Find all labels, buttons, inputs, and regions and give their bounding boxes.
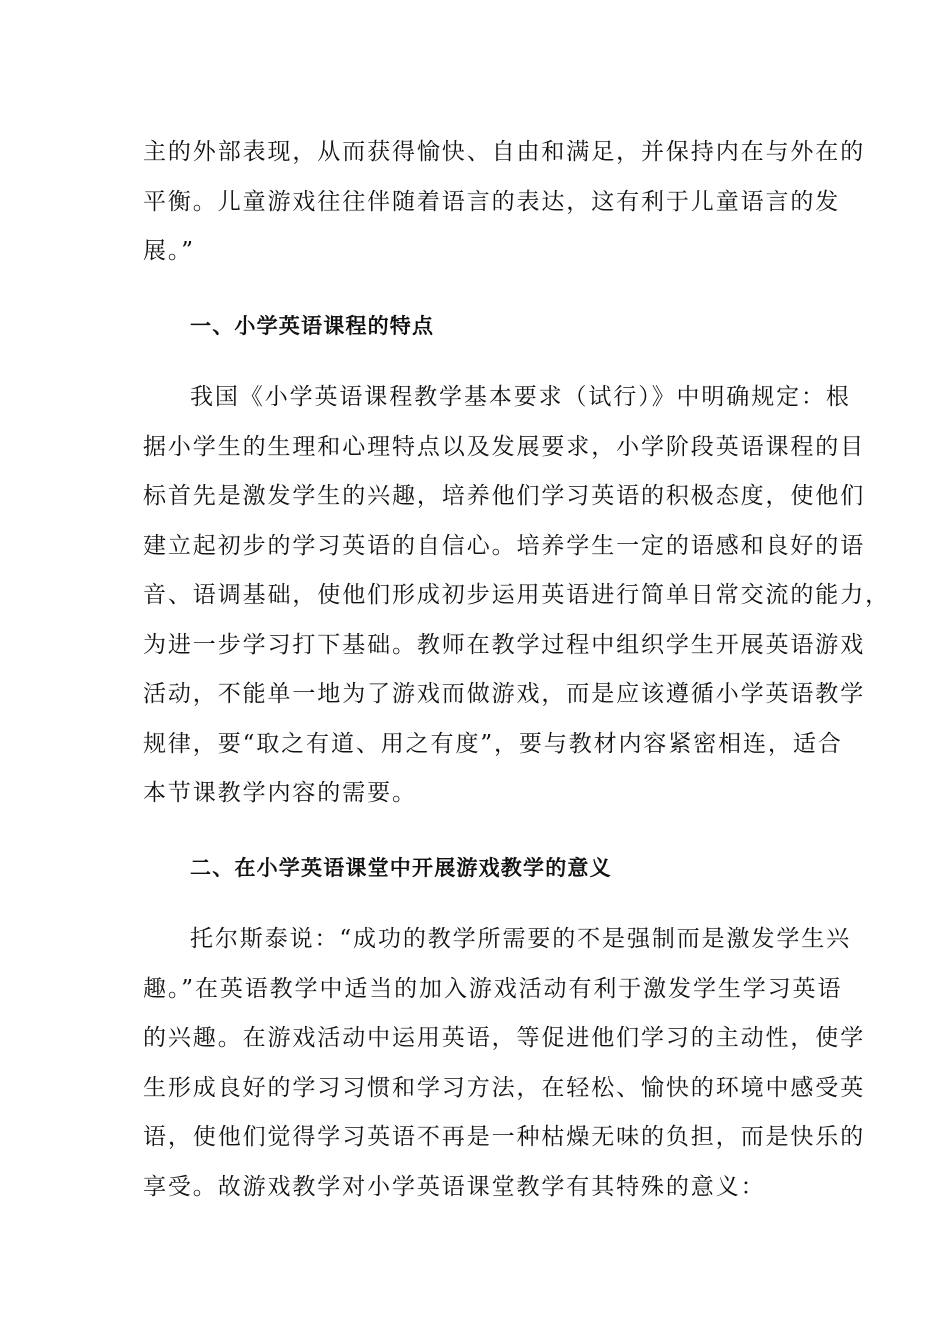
section-1-line-1: 我国《小学英语课程教学基本要求（试行）》中明确规定：根 xyxy=(190,384,851,410)
section-1-line-3: 标首先是激发学生的兴趣，培养他们学习英语的积极态度，使他们 xyxy=(143,483,866,509)
section-1-line-4: 建立起初步的学习英语的自信心。培养学生一定的语感和良好的语 xyxy=(143,533,866,559)
section-2-line-3: 的兴趣。在游戏活动中运用英语，等促进他们学习的主动性，使学 xyxy=(143,1025,866,1051)
section-2-line-6: 享受。故游戏教学对小学英语课堂教学有其特殊的意义： xyxy=(143,1174,766,1200)
section-2-line-1: 托尔斯泰说：“成功的教学所需要的不是强制而是激发学生兴 xyxy=(190,926,852,952)
section-1-heading: 一、小学英语课程的特点 xyxy=(190,314,435,338)
section-1-line-5: 音、语调基础，使他们形成初步运用英语进行简单日常交流的能力， xyxy=(143,582,890,608)
section-2-line-4: 生形成良好的学习习惯和学习方法，在轻松、愉快的环境中感受英 xyxy=(143,1075,866,1101)
intro-line-3: 展。” xyxy=(143,238,195,264)
section-1-line-6: 为进一步学习打下基础。教师在教学过程中组织学生开展英语游戏 xyxy=(143,632,866,658)
section-2-heading: 二、在小学英语课堂中开展游戏教学的意义 xyxy=(190,856,612,880)
section-1-line-9: 本节课教学内容的需要。 xyxy=(143,780,417,806)
section-2-line-2: 趣。”在英语教学中适当的加入游戏活动有利于激发学生学习英语 xyxy=(143,976,843,1002)
section-1-line-8: 规律，要“取之有道、用之有度”，要与教材内容紧密相连，适合 xyxy=(143,731,843,757)
section-1-line-2: 据小学生的生理和心理特点以及发展要求，小学阶段英语课程的目 xyxy=(143,434,866,460)
intro-line-1: 主的外部表现，从而获得愉快、自由和满足，并保持内在与外在的 xyxy=(143,139,866,165)
intro-line-2: 平衡。儿童游戏往往伴随着语言的表达，这有利于儿童语言的发 xyxy=(143,189,841,215)
section-1-line-7: 活动，不能单一地为了游戏而做游戏，而是应该遵循小学英语教学 xyxy=(143,681,866,707)
section-2-line-5: 语，使他们觉得学习英语不再是一种枯燥无味的负担，而是快乐的 xyxy=(143,1124,866,1150)
